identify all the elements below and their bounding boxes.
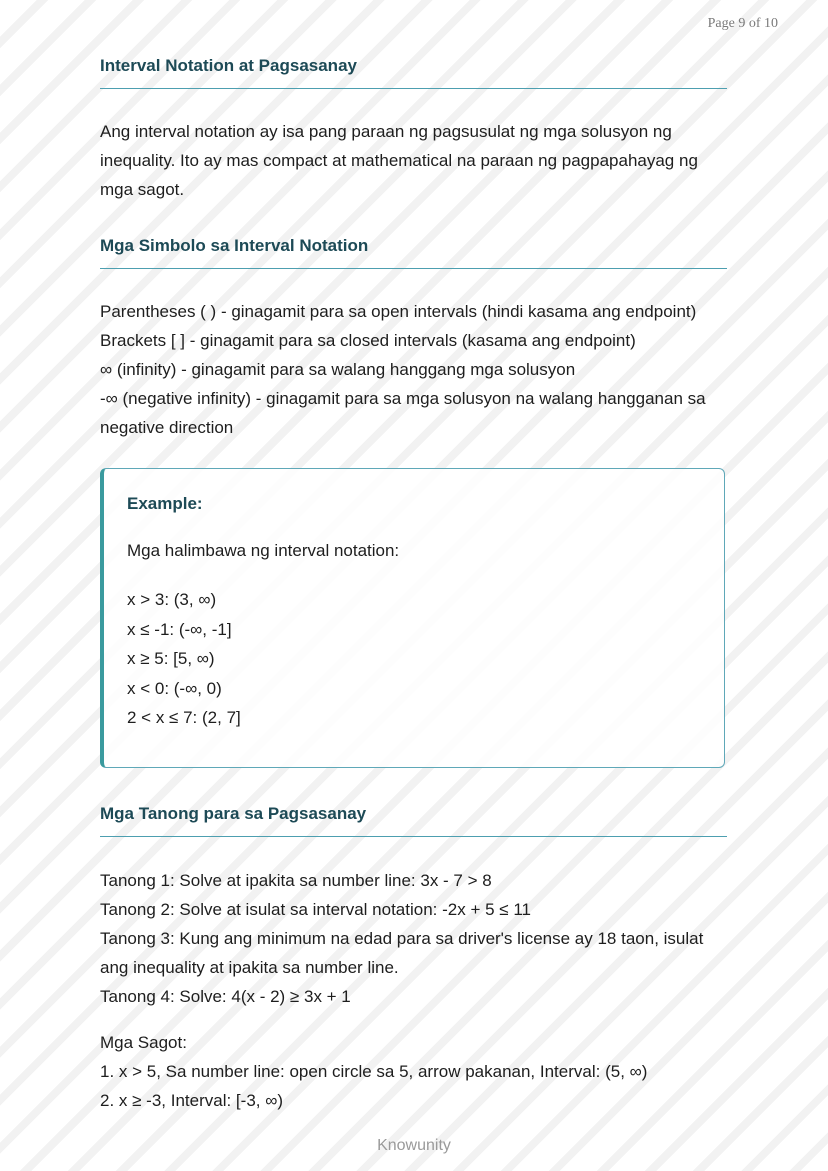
symbol-line: Brackets [ ] - ginagamit para sa closed intervals (kasama ang endpoint) — [100, 331, 636, 350]
question-line: ang inequality at ipakita sa number line. — [100, 958, 399, 977]
symbols-paragraph — [100, 297, 730, 442]
paragraph-line: Ang interval notation ay isa pang paraan ng pagsusulat ng mga solusyon ng — [100, 122, 672, 141]
question-line: Tanong 1: Solve at ipakita sa number line: 3x - 7 > 8 — [100, 871, 492, 890]
answer-line: 1. x > 5, Sa number line: open circle sa 5, arrow pakanan, Interval: (5, ∞) — [100, 1062, 648, 1081]
intro-paragraph — [100, 117, 730, 204]
symbol-line: -∞ (negative infinity) - ginagamit para sa mga solusyon na walang hangganan sa — [100, 389, 706, 408]
example-item: x ≤ -1: (-∞, -1] — [127, 619, 232, 639]
answer-line: 2. x ≥ -3, Interval: [-3, ∞) — [100, 1091, 283, 1110]
answers-paragraph — [100, 1028, 730, 1115]
example-item: 2 < x ≤ 7: (2, 7] — [127, 708, 241, 727]
footer-brand: Knowunity — [377, 1137, 451, 1154]
section-heading-symbols: Mga Simbolo sa Interval Notation — [100, 236, 727, 269]
example-intro: Mga halimbawa ng interval notation: — [127, 541, 400, 560]
example-title: Example: — [127, 494, 203, 513]
symbol-line: Parentheses ( ) - ginagamit para sa open intervals (hindi kasama ang endpoint) — [100, 302, 697, 321]
paragraph-line: mga sagot. — [100, 180, 185, 199]
example-item: x > 3: (3, ∞) — [127, 590, 217, 609]
answers-label: Mga Sagot: — [100, 1033, 187, 1052]
example-item: x < 0: (-∞, 0) — [127, 678, 222, 698]
question-line: Tanong 4: Solve: 4(x - 2) ≥ 3x + 1 — [100, 987, 351, 1006]
question-line: Tanong 2: Solve at isulat sa interval notation: -2x + 5 ≤ 11 — [100, 900, 531, 919]
questions-paragraph — [100, 866, 730, 1011]
section-heading-practice-questions: Mga Tanong para sa Pagsasanay — [100, 804, 727, 837]
example-list — [127, 585, 241, 733]
symbol-line: negative direction — [100, 418, 234, 437]
paragraph-line: inequality. Ito ay mas compact at mathematical na paraan ng pagpapahayag ng — [100, 151, 698, 170]
example-item: x ≥ 5: [5, ∞) — [127, 649, 215, 668]
section-heading-interval-notation: Interval Notation at Pagsasanay — [100, 56, 727, 89]
symbol-line: ∞ (infinity) - ginagamit para sa walang hanggang mga solusyon — [100, 360, 576, 379]
question-line: Tanong 3: Kung ang minimum na edad para sa driver's license ay 18 taon, isulat — [100, 929, 704, 948]
example-box — [100, 468, 725, 768]
page-number: Page 9 of 10 — [707, 16, 778, 31]
